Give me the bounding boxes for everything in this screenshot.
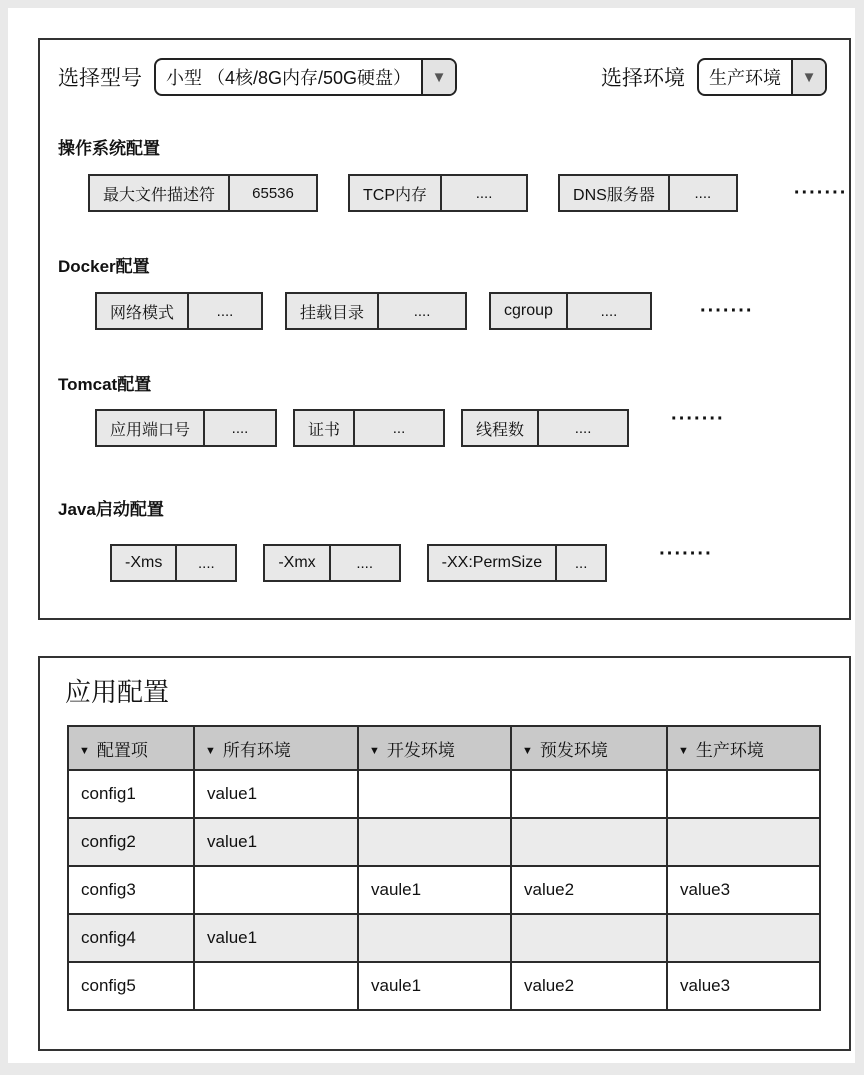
table-cell: config5 [68, 962, 194, 1010]
config-box-value: .... [356, 554, 373, 572]
section-os-config [40, 134, 849, 212]
table-cell: vaule1 [358, 866, 511, 914]
ellipsis-more: ······· [671, 407, 725, 430]
ellipsis-more: ······· [659, 542, 713, 565]
table-cell: vaule1 [358, 962, 511, 1010]
config-box-tcp-memory [348, 174, 528, 212]
model-selector-group [58, 58, 457, 96]
config-box-label: cgroup [491, 294, 568, 328]
env-dropdown-button[interactable] [791, 60, 825, 94]
config-box-label: 证书 [295, 411, 355, 445]
table-cell: config1 [68, 770, 194, 818]
table-row [68, 818, 820, 866]
config-box-value: .... [216, 302, 234, 320]
config-box-certificate [293, 409, 445, 447]
env-dropdown[interactable] [697, 58, 827, 96]
table-cell: value1 [194, 914, 358, 962]
section-title-os: 操作系统配置 [58, 139, 160, 158]
section-java-config [40, 495, 849, 582]
config-box-value: 65536 [252, 184, 294, 202]
model-dropdown[interactable] [154, 58, 457, 96]
box-row-java [110, 544, 849, 582]
config-box-value: ... [574, 554, 588, 572]
col-header-all-env[interactable] [194, 726, 358, 770]
table-cell: value1 [194, 770, 358, 818]
table-cell [194, 962, 358, 1010]
chevron-down-icon: ▼ [801, 68, 817, 86]
config-box-value: .... [475, 184, 493, 202]
spec-config-panel [38, 38, 851, 620]
table-cell [358, 914, 511, 962]
col-header-dev-env[interactable] [358, 726, 511, 770]
table-row [68, 866, 820, 914]
config-box-label: TCP内存 [350, 176, 442, 210]
col-header-config-key[interactable] [68, 726, 194, 770]
selector-row [58, 58, 827, 96]
config-box-network-mode [95, 292, 263, 330]
config-box-value: .... [197, 554, 215, 572]
table-cell: config4 [68, 914, 194, 962]
table-header-row [68, 726, 820, 770]
config-box-mount-dir [285, 292, 467, 330]
app-config-title: 应用配置 [65, 677, 170, 707]
config-box-value: ... [392, 419, 406, 437]
sort-icon: ▼ [678, 744, 689, 757]
sort-icon: ▼ [369, 744, 380, 757]
config-box-value: .... [413, 302, 431, 320]
col-header-label: 配置项 [96, 740, 148, 760]
section-tomcat-config [40, 370, 849, 447]
ellipsis-more: ······· [793, 181, 848, 204]
table-cell [511, 914, 667, 962]
box-row-os [88, 174, 849, 212]
table-cell [667, 770, 820, 818]
config-box-label: 最大文件描述符 [90, 176, 230, 210]
col-header-label: 开发环境 [386, 740, 455, 760]
section-docker-config [40, 252, 849, 330]
table-row [68, 962, 820, 1010]
config-box-label: 网络模式 [97, 294, 189, 328]
box-row-tomcat [95, 409, 849, 447]
col-header-prod-env[interactable] [667, 726, 820, 770]
model-dropdown-value[interactable]: 小型 （4核/8G内存/50G硬盘） [166, 68, 412, 88]
table-cell [667, 818, 820, 866]
config-box-label: -XX:PermSize [429, 546, 557, 580]
table-cell [667, 914, 820, 962]
table-cell: value3 [667, 962, 820, 1010]
sort-icon: ▼ [79, 744, 90, 757]
config-box-dns-server [558, 174, 738, 212]
app-config-table [67, 725, 821, 1011]
section-title-tomcat: Tomcat配置 [58, 375, 152, 394]
model-dropdown-button[interactable] [421, 60, 455, 94]
config-box-thread-count [461, 409, 629, 447]
config-box-label: DNS服务器 [560, 176, 670, 210]
table-cell [511, 770, 667, 818]
config-box-value: .... [600, 302, 618, 320]
table-cell: value2 [511, 866, 667, 914]
table-cell [511, 818, 667, 866]
config-box-xmx [263, 544, 400, 582]
col-header-label: 预发环境 [539, 740, 608, 760]
table-cell: config3 [68, 866, 194, 914]
page-background [8, 8, 855, 1063]
col-header-staging-env[interactable] [511, 726, 667, 770]
config-box-cgroup [489, 292, 652, 330]
config-box-max-file-descriptors [88, 174, 318, 212]
section-title-docker: Docker配置 [58, 257, 150, 276]
config-box-label: 应用端口号 [97, 411, 205, 445]
config-box-label: 线程数 [463, 411, 539, 445]
config-box-value: .... [231, 419, 249, 437]
sort-icon: ▼ [522, 744, 533, 757]
env-selector-group [601, 58, 827, 96]
chevron-down-icon: ▼ [431, 68, 447, 86]
table-cell [194, 866, 358, 914]
config-box-label: 挂载目录 [287, 294, 379, 328]
env-selector-label: 选择环境 [601, 67, 685, 90]
config-box-app-port [95, 409, 277, 447]
table-cell [358, 770, 511, 818]
sort-icon: ▼ [205, 744, 216, 757]
col-header-label: 所有环境 [222, 740, 291, 760]
box-row-docker [95, 292, 849, 330]
config-box-label: -Xmx [265, 546, 330, 580]
config-box-xms [110, 544, 237, 582]
table-row [68, 914, 820, 962]
config-box-value: .... [694, 184, 712, 202]
model-selector-label: 选择型号 [58, 67, 142, 90]
config-box-label: -Xms [112, 546, 177, 580]
table-cell: config2 [68, 818, 194, 866]
table-row [68, 770, 820, 818]
table-cell: value2 [511, 962, 667, 1010]
section-title-java: Java启动配置 [58, 500, 164, 519]
app-config-panel [38, 656, 851, 1051]
col-header-label: 生产环境 [695, 740, 764, 760]
table-cell: value3 [667, 866, 820, 914]
config-box-permsize [427, 544, 607, 582]
env-dropdown-value[interactable]: 生产环境 [709, 68, 781, 88]
table-cell [358, 818, 511, 866]
config-box-value: .... [574, 419, 592, 437]
table-cell: value1 [194, 818, 358, 866]
ellipsis-more: ······· [699, 299, 754, 322]
